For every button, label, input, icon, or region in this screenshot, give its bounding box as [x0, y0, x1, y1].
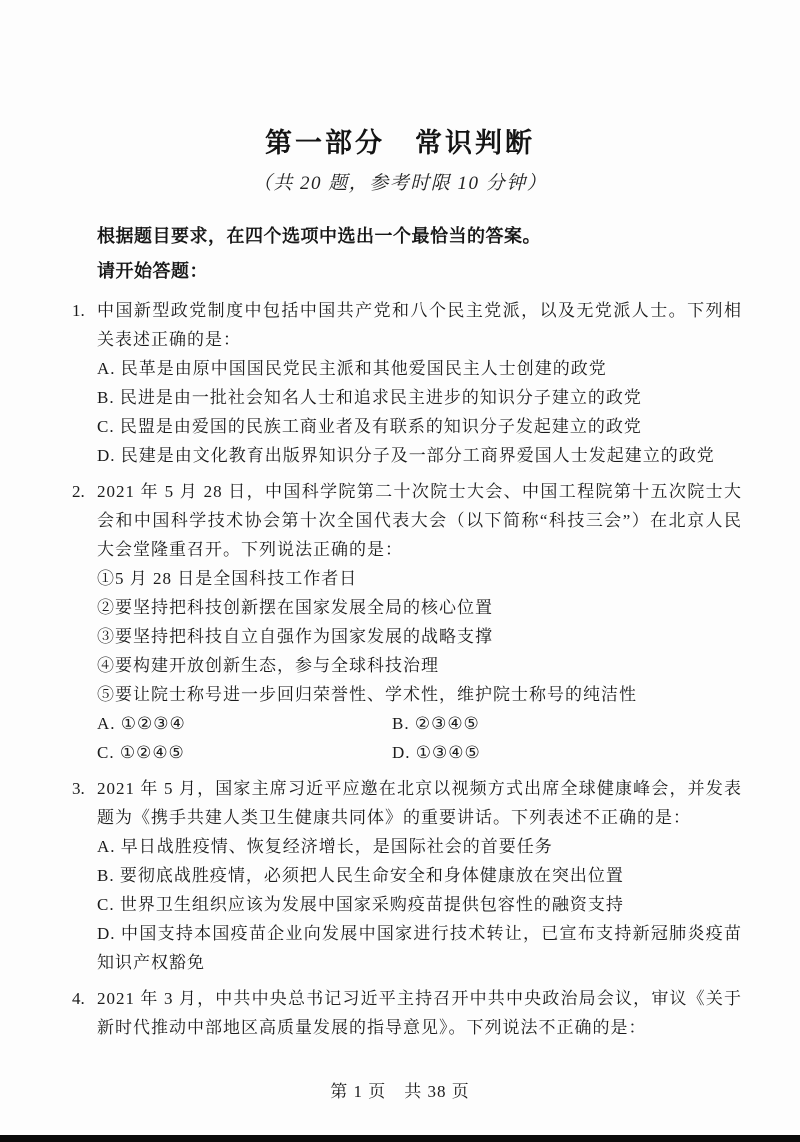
question [72, 774, 742, 977]
question-body [97, 296, 742, 470]
question-number: 1. [72, 301, 85, 320]
option: A. ①②③④ [97, 714, 186, 733]
page-number-footer: 第 1 页 共 38 页 [330, 1082, 470, 1101]
question-body [97, 477, 742, 767]
question-number: 4. [72, 989, 85, 1008]
scan-edge-artifact [0, 1135, 800, 1142]
option: B. 民进是由一批社会知名人士和追求民主进步的知识分子建立的政党 [97, 388, 642, 407]
question-body [97, 984, 742, 1042]
option-row [97, 738, 742, 767]
option: B. ②③④⑤ [392, 714, 480, 733]
instruction-text: 根据题目要求，在四个选项中选出一个最恰当的答案。 [97, 226, 541, 246]
option: B. 要彻底战胜疫情，必须把人民生命安全和身体健康放在突出位置 [97, 866, 624, 885]
begin-prompt: 请开始答题： [97, 261, 208, 281]
option: C. 民盟是由爱国的民族工商业者及有联系的知识分子发起建立的政党 [97, 417, 642, 436]
section-header [0, 0, 800, 196]
question-number: 2. [72, 482, 85, 501]
question-list [72, 296, 742, 1042]
question [72, 984, 742, 1042]
option: A. 早日战胜疫情、恢复经济增长，是国际社会的首要任务 [97, 837, 553, 856]
question-body [97, 774, 742, 977]
option: C. ①②④⑤ [97, 743, 185, 762]
statement-item: ③要坚持把科技自立自强作为国家发展的战略支撑 [97, 627, 493, 646]
question-stem: 中国新型政党制度中包括中国共产党和八个民主党派，以及无党派人士。下列相关表述正确的是： [97, 301, 742, 349]
section-subtitle: （共 20 题，参考时限 10 分钟） [252, 173, 548, 194]
option: D. 中国支持本国疫苗企业向发展中国家进行技术转让，已宣布支持新冠肺炎疫苗知识产权豁免 [97, 924, 742, 972]
question [72, 296, 742, 470]
option: C. 世界卫生组织应该为发展中国家采购疫苗提供包容性的融资支持 [97, 895, 624, 914]
content-area [0, 196, 800, 1042]
statement-item: ①5 月 28 日是全国科技工作者日 [97, 569, 358, 588]
option-row [97, 709, 742, 738]
question-stem: 2021 年 5 月，国家主席习近平应邀在北京以视频方式出席全球健康峰会，并发表题为《携手共建人类卫生健康共同体》的重要讲话。下列表述不正确的是： [97, 779, 742, 827]
statement-item: ⑤要让院士称号进一步回归荣誉性、学术性，维护院士称号的纯洁性 [97, 685, 637, 704]
question [72, 477, 742, 767]
section-title: 第一部分 常识判断 [265, 128, 535, 158]
question-stem: 2021 年 5 月 28 日，中国科学院第二十次院士大会、中国工程院第十五次院士大会和中国科学技术协会第十次全国代表大会（以下简称“科技三会”）在北京人民大会堂隆重召开。下列说法正确的是： [97, 482, 742, 559]
question-stem: 2021 年 3 月，中共中央总书记习近平主持召开中共中央政治局会议，审议《关于新时代推动中部地区高质量发展的指导意见》。下列说法不正确的是： [97, 989, 742, 1037]
option: D. ①③④⑤ [392, 743, 481, 762]
option: D. 民建是由文化教育出版界知识分子及一部分工商界爱国人士发起建立的政党 [97, 446, 715, 465]
statement-item: ②要坚持把科技创新摆在国家发展全局的核心位置 [97, 598, 493, 617]
statement-item: ④要构建开放创新生态，参与全球科技治理 [97, 656, 439, 675]
option: A. 民革是由原中国国民党民主派和其他爱国民主人士创建的政党 [97, 359, 607, 378]
question-number: 3. [72, 779, 85, 798]
